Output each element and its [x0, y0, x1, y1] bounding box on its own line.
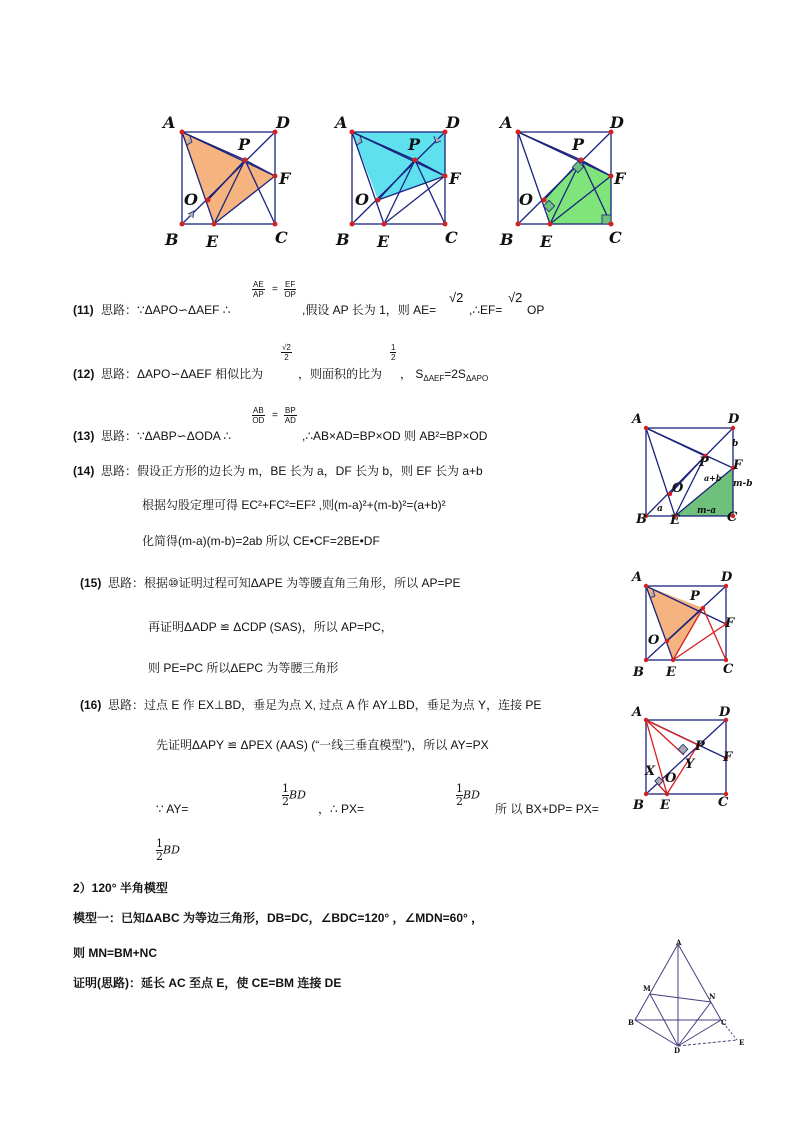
- item-11-mid: ,假设 AP 长为 1，则 AE=: [302, 303, 437, 317]
- label-e-14: E: [670, 513, 680, 528]
- label-c-14: C: [727, 510, 738, 525]
- label-d-15: D: [721, 570, 733, 585]
- label-o: O: [184, 190, 198, 209]
- label-p-15: P: [690, 589, 700, 604]
- equals-sign-13: =: [272, 410, 278, 421]
- label-b-15: B: [633, 665, 644, 680]
- seg-label-a: a: [657, 504, 663, 514]
- seg-label-apb: a+b: [704, 473, 722, 483]
- label-o-2: O: [355, 190, 369, 209]
- fraction-half-bd-1: [282, 783, 306, 808]
- label-p: P: [238, 135, 251, 154]
- label-d: D: [276, 113, 290, 132]
- figure-square-16: [628, 706, 768, 816]
- label-x-16: X: [645, 764, 656, 779]
- label-a: A: [163, 113, 176, 132]
- label-p-14: P: [699, 455, 709, 470]
- item-11-number: (11): [73, 303, 94, 317]
- item-15-number: (15): [80, 576, 102, 590]
- label-f: F: [279, 169, 291, 188]
- label-a-14: A: [632, 412, 643, 427]
- equals-sign: =: [272, 284, 278, 295]
- item-12-area-text: [400, 367, 488, 386]
- fraction-half-bd-2: [456, 783, 480, 808]
- label-e-tri: E: [739, 1038, 745, 1047]
- seg-label-b: b: [732, 439, 739, 449]
- fraction-half-1: $\frac{1}{2}$: [282, 782, 289, 808]
- fraction-half-bd-3: [156, 838, 180, 863]
- label-a-2: A: [335, 113, 348, 132]
- label-a-3: A: [500, 113, 513, 132]
- section-2-model: 模型一：已知ΔABC 为等边三角形，DB=DC，∠BDC=120° ，∠MDN=60° ，: [73, 911, 484, 925]
- item-13-number: (13): [73, 429, 95, 443]
- label-e: E: [206, 232, 219, 251]
- label-o-15: O: [648, 633, 660, 648]
- section-2-then: 则 MN=BM+NC: [73, 946, 158, 960]
- item-16-line2: 先证明ΔAPY ≌ ΔPEX (AAS) (“一线三垂直模型”)，所以 AY=PX: [156, 738, 489, 752]
- label-b-2: B: [336, 230, 350, 249]
- label-d-3: D: [610, 113, 624, 132]
- label-e-3: E: [540, 232, 553, 251]
- label-c-2: C: [445, 228, 458, 247]
- seg-label-ma: m-a: [697, 506, 717, 516]
- label-b-16: B: [633, 798, 644, 813]
- fraction-sqrt2-2: $\frac{√2}{2}$: [282, 343, 291, 362]
- fraction-half-3: $\frac{1}{2}$: [156, 837, 163, 863]
- label-c-16: C: [718, 795, 729, 810]
- label-a-tri: A: [676, 938, 682, 947]
- label-p-3: P: [572, 135, 585, 154]
- item-16-tail: 所 以 BX+DP= PX=: [495, 802, 599, 816]
- label-f-2: F: [449, 169, 461, 188]
- item-15-line3: 则 PE=PC 所以ΔEPC 为等腰三角形: [148, 661, 339, 675]
- seg-label-mb: m-b: [733, 479, 753, 489]
- item-16-number: (16): [80, 698, 102, 712]
- item-11-mid2: ,∴EF=: [469, 303, 503, 317]
- fraction-ab-od: $\frac{AB}{OD}$: [252, 406, 265, 425]
- item-14-line1: 思路：假设正方形的边长为 m，BE 长为 a，DF 长为 b，则 EF 长为 a+b: [101, 464, 483, 478]
- section-2-proof: 证明(思路)：延长 AC 至点 E，使 CE=BM 连接 DE: [73, 976, 342, 990]
- item-12-tail2: =2S: [444, 367, 466, 381]
- label-c: C: [275, 228, 288, 247]
- label-c-15: C: [723, 662, 734, 677]
- item-12-sub2: ΔAPO: [465, 374, 489, 383]
- label-f-16: F: [723, 750, 733, 765]
- fraction-ae-ap: $\frac{AE}{AP}$: [253, 280, 264, 299]
- item-14-line2: 根据勾股定理可得 EC²+FC²=EF² ,则(m-a)²+(m-b)²=(a+b)²: [142, 498, 446, 512]
- item-11-head: 思路：∵ΔAPO∽ΔAEF ∴: [101, 303, 231, 317]
- label-o-16: O: [665, 771, 677, 786]
- label-a-15: A: [632, 570, 643, 585]
- label-d-tri: D: [674, 1046, 681, 1055]
- label-b-tri: B: [628, 1018, 634, 1027]
- item-16-line1: 思路：过点 E 作 EX⊥BD，垂足为点 X, 过点 A 作 AY⊥BD，垂足为点 Y，连接 PE: [108, 698, 542, 712]
- sqrt2-a: √2: [449, 290, 464, 305]
- label-m-tri: M: [643, 984, 651, 993]
- label-c-tri: C: [721, 1018, 727, 1027]
- item-13-tail: ,∴AB×AD=BP×OD 则 AB²=BP×OD: [302, 429, 488, 443]
- item-16-ay: ∵ AY=: [156, 802, 189, 816]
- label-b-3: B: [500, 230, 514, 249]
- label-f-3: F: [614, 169, 626, 188]
- label-b-14: B: [636, 512, 647, 527]
- label-o-14: O: [672, 481, 684, 496]
- item-14-line3: 化简得(m-a)(m-b)=2ab 所以 CE•CF=2BE•DF: [142, 534, 380, 548]
- label-y-16: Y: [685, 757, 695, 772]
- item-12-number: (12): [73, 367, 95, 381]
- item-11-tail: OP: [527, 303, 545, 317]
- item-13-head: 思路：∵ΔABP∽ΔODA ∴: [101, 429, 232, 443]
- item-14-number: (14): [73, 464, 95, 478]
- sqrt2-b: √2: [508, 290, 523, 305]
- label-c-3: C: [609, 228, 622, 247]
- label-d-14: D: [728, 412, 740, 427]
- fraction-ef-op: $\frac{EF}{OP}$: [284, 280, 296, 299]
- item-15-line1: 思路：根据⑩证明过程可知ΔAPE 为等腰直角三角形，所以 AP=PE: [108, 576, 461, 590]
- label-p-2: P: [408, 135, 421, 154]
- item-12-head: 思路：ΔAPO∽ΔAEF 相似比为: [101, 367, 264, 381]
- item-12-sub1: ΔAEF: [423, 374, 445, 383]
- label-n-tri: N: [709, 992, 716, 1001]
- label-f-14: F: [733, 458, 743, 473]
- item-12-tail1: ， S: [400, 367, 424, 381]
- label-e-15: E: [666, 665, 676, 680]
- label-e-16: E: [660, 798, 670, 813]
- label-b: B: [165, 230, 179, 249]
- fraction-1-2: $\frac{1}{2}$: [391, 343, 396, 362]
- figure-triangle-120: [620, 936, 750, 1056]
- bd-3: BD: [163, 843, 180, 857]
- label-a-16: A: [632, 705, 643, 720]
- label-e-2: E: [377, 232, 390, 251]
- label-f-15: F: [725, 616, 735, 631]
- label-d-2: D: [446, 113, 460, 132]
- bd-2: BD: [463, 788, 480, 802]
- bd-1: BD: [289, 788, 306, 802]
- section-2-title: 2）120° 半角模型: [73, 881, 168, 895]
- item-15-line2: 再证明ΔADP ≌ ΔCDP (SAS)，所以 AP=PC，: [148, 620, 393, 634]
- label-p-16: P: [695, 739, 705, 754]
- fraction-bp-ad: $\frac{BP}{AD}$: [284, 406, 296, 425]
- fraction-half-2: $\frac{1}{2}$: [456, 782, 463, 808]
- item-16-px: ，∴ PX=: [318, 802, 364, 816]
- item-12-mid: ，则面积的比为: [298, 367, 383, 381]
- label-d-16: D: [719, 705, 731, 720]
- label-o-3: O: [519, 190, 533, 209]
